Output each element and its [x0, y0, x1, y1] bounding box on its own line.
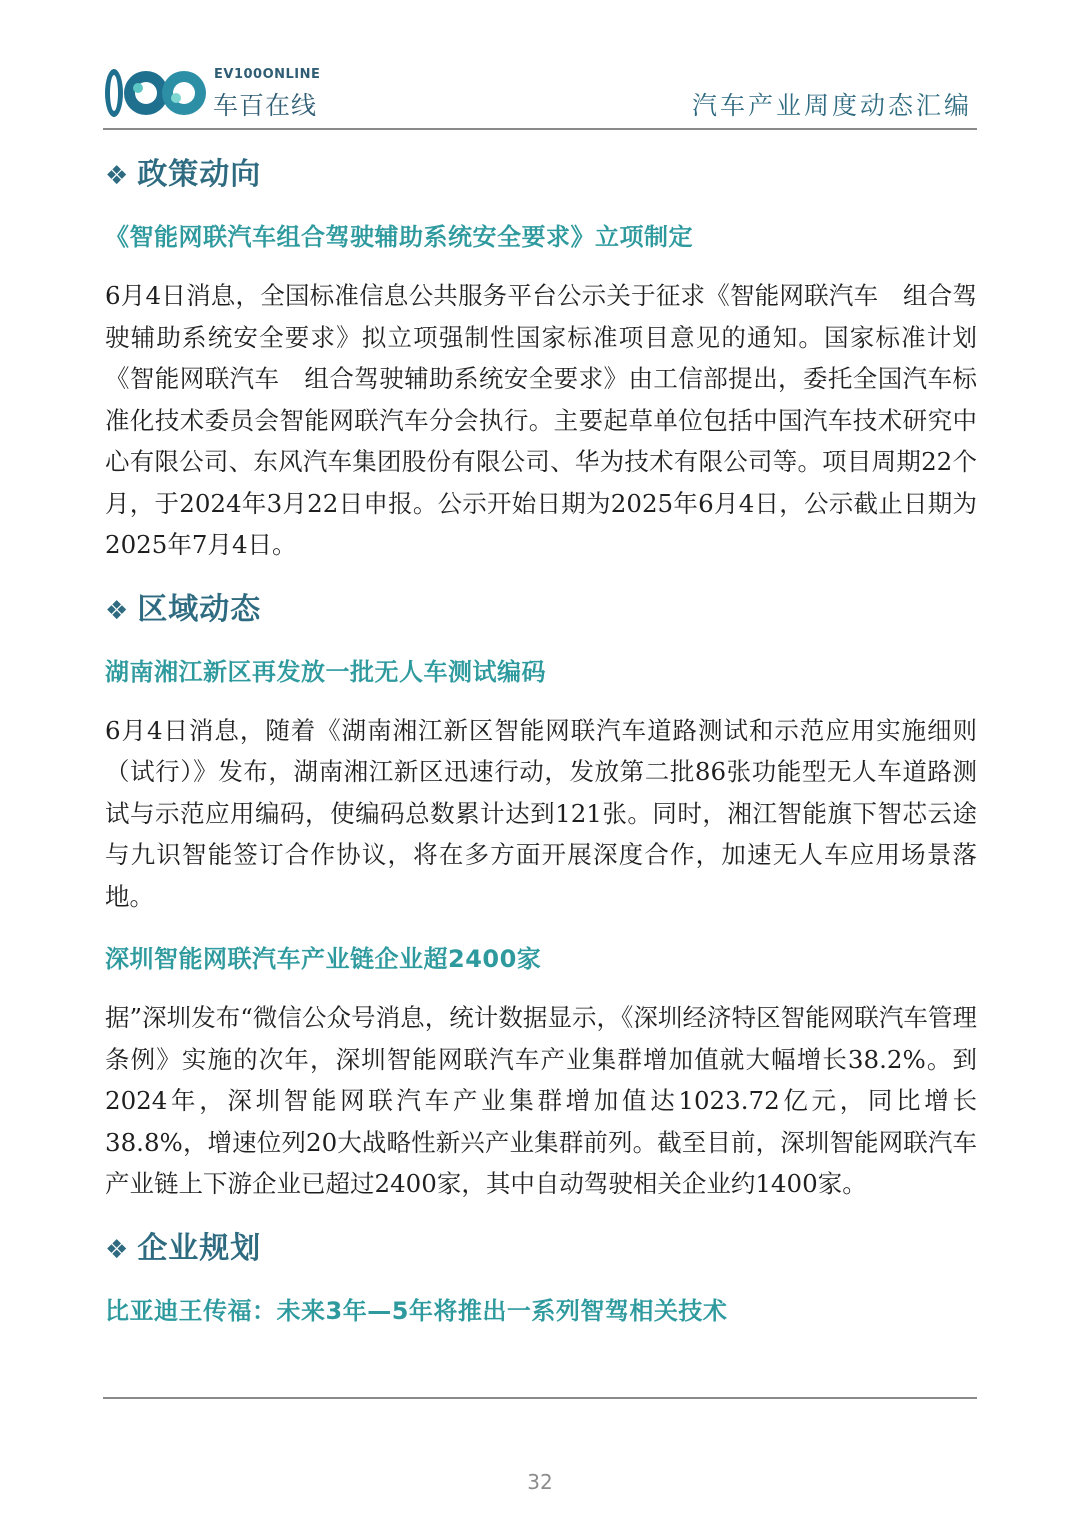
article-title: 深圳智能网联汽车产业链企业超2400家 [105, 945, 542, 973]
diamond-bullet-icon: ❖ [105, 1234, 130, 1265]
article-title: 比亚迪王传福：未来3年—5年将推出一系列智驾相关技术 [105, 1296, 728, 1325]
page-content [105, 145, 977, 1326]
article-title: 湖南湘江新区再发放一批无人车测试编码 [105, 657, 546, 686]
section-heading-text: 区域动态 [137, 591, 262, 627]
article-body: 据”深圳发布“微信公众号消息，统计数据显示，《深圳经济特区智能网联汽车管理条例》实施的次年，深圳智能网联汽车产业集群增加值就大幅增长38.2%。到2024年，深圳智能网联汽车产业集群增加值达1023.72亿元，同比增长38.8%，增速位列20大战略性新兴产业集群前列。截至目前，深圳智能网联汽车产业链上下游企业已超过2400家，其中自动驾驶相关企业约1400家。 [105, 1003, 977, 1198]
section-heading-regional [105, 580, 977, 640]
diamond-bullet-icon: ❖ [105, 161, 130, 191]
logo-text-en: EV100ONLINE [214, 67, 321, 82]
article-body: 6月4日消息，全国标准信息公共服务平台公示关于征求《智能网联汽车 组合驾驶辅助系统安全要求》拟立项强制性国家标准项目意见的通知。国家标准计划《智能网联汽车 组合驾驶辅助系统安全要求》由工信部提出，委托全国汽车标准化技术委员会智能网联汽车分会执行。主要起草单位包括中国汽车技术研究中心有限公司、东风汽车集团股份有限公司、华为技术有限公司等。项目周期22个月，于2024年3月22日申报。公示开始日期为2025年6月4日，公示截止日期为2025年7月4日。 [105, 281, 977, 559]
section-heading-policy [105, 145, 977, 205]
document-title: 汽车产业周度动态汇编 [691, 91, 972, 120]
article-body: 6月4日消息，随着《湖南湘江新区智能网联汽车道路测试和示范应用实施细则（试行）》发布，湖南湘江新区迅速行动，发放第二批86张功能型无人车道路测试与示范应用编码，使编码总数累计达到121张。同时，湘江智能旗下智芯云途与九识智能签订合作协议，将在多方面开展深度合作，加速无人车应用场景落地。 [105, 715, 977, 911]
header-divider [103, 128, 977, 130]
article-title: 《智能网联汽车组合驾驶辅助系统安全要求》立项制定 [105, 223, 693, 251]
section-heading-text: 政策动向 [137, 157, 262, 192]
section-heading-enterprise [105, 1219, 977, 1279]
section-heading-text: 企业规划 [137, 1230, 262, 1266]
page-header [0, 0, 1080, 130]
logo-text-cn: 车百在线 [213, 91, 318, 120]
page-number: 32 [527, 1470, 553, 1494]
diamond-bullet-icon: ❖ [105, 595, 130, 626]
ev100-logo-icon [100, 62, 210, 122]
footer-divider [103, 1397, 977, 1399]
ev100-logo [100, 62, 320, 124]
